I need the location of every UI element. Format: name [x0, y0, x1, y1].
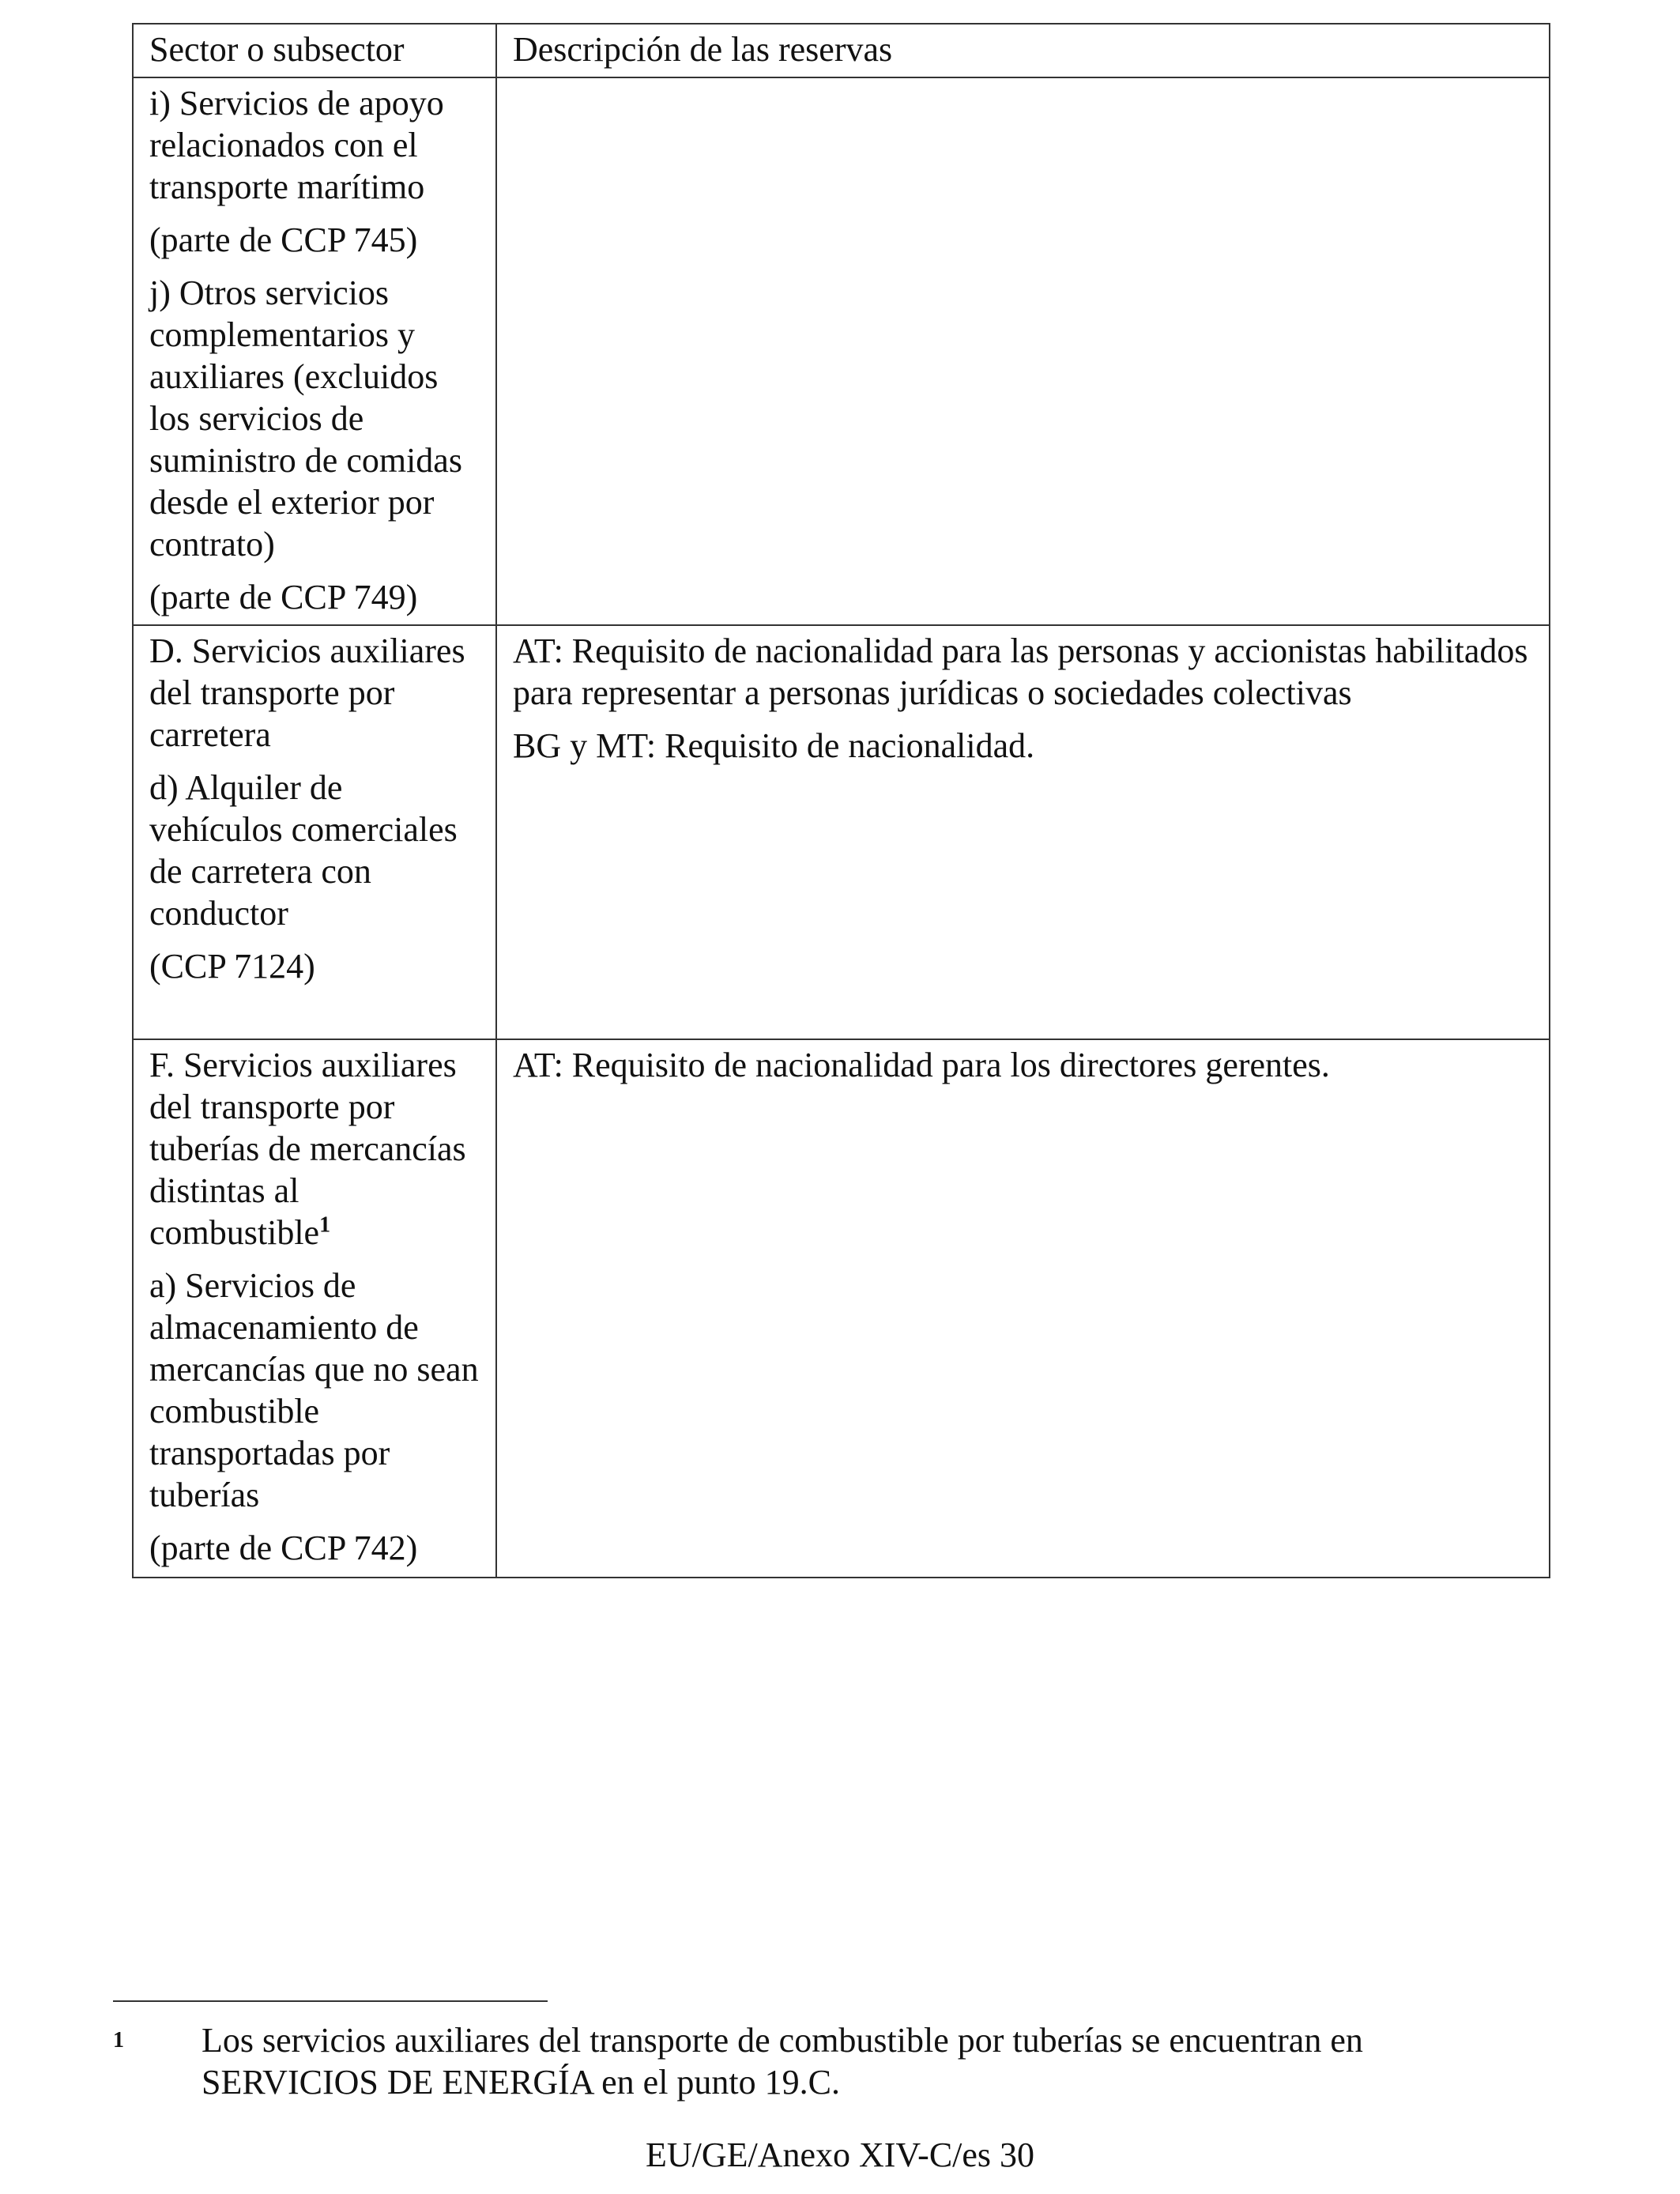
- sector-cell: [133, 77, 496, 625]
- sector-text: i) Servicios de apoyo relacionados con el transporte marítimo: [149, 84, 444, 206]
- page-footer: EU/GE/Anexo XIV-C/es 30: [645, 2136, 1035, 2174]
- footnote-separator: [113, 2000, 548, 2002]
- description-cell: [496, 1039, 1550, 1578]
- sector-text: a) Servicios de almacenamiento de mercancías que no sean combustible transportadas por tuberías: [149, 1266, 479, 1514]
- description-cell: [496, 77, 1550, 625]
- description-text: AT: Requisito de nacionalidad para las personas y accionistas habilitados para representar a personas jurídicas o sociedades colectivas: [513, 631, 1528, 712]
- table-row: [133, 77, 1550, 625]
- sector-text: (CCP 7124): [149, 947, 315, 986]
- header-description: Descripción de las reservas: [496, 24, 1550, 77]
- reservations-table: [132, 23, 1550, 1578]
- footnote-reference[interactable]: 1: [319, 1212, 331, 1238]
- sector-text: d) Alquiler de vehículos comerciales de carretera con conductor: [149, 768, 458, 933]
- description-text: AT: Requisito de nacionalidad para los directores gerentes.: [513, 1046, 1330, 1084]
- sector-cell: [133, 625, 496, 1039]
- footnote-text: Los servicios auxiliares del transporte de combustible por tuberías se encuentran en SERVICIOS DE ENERGÍA en el punto 19.C.: [202, 2021, 1363, 2102]
- sector-text-main: F. Servicios auxiliares del transporte por tuberías de mercancías distintas al combustible: [149, 1046, 466, 1252]
- description-cell: [496, 625, 1550, 1039]
- table-row: [133, 625, 1550, 1039]
- header-sector: Sector o subsector: [133, 24, 496, 77]
- table-header-row: [133, 24, 1550, 77]
- sector-text: D. Servicios auxiliares del transporte por carretera: [149, 631, 465, 754]
- table-row: [133, 1039, 1550, 1578]
- sector-text: (parte de CCP 742): [149, 1529, 418, 1567]
- sector-cell: [133, 1039, 496, 1578]
- footnote-marker: 1: [113, 2028, 124, 2053]
- sector-text: (parte de CCP 745): [149, 221, 418, 259]
- sector-text: (parte de CCP 749): [149, 578, 418, 616]
- sector-text: j) Otros servicios complementarios y auxiliares (excluidos los servicios de suministro de comidas desde el exterior por contrato): [149, 273, 462, 564]
- sector-text: [149, 1044, 480, 1253]
- description-text: BG y MT: Requisito de nacionalidad.: [513, 726, 1035, 765]
